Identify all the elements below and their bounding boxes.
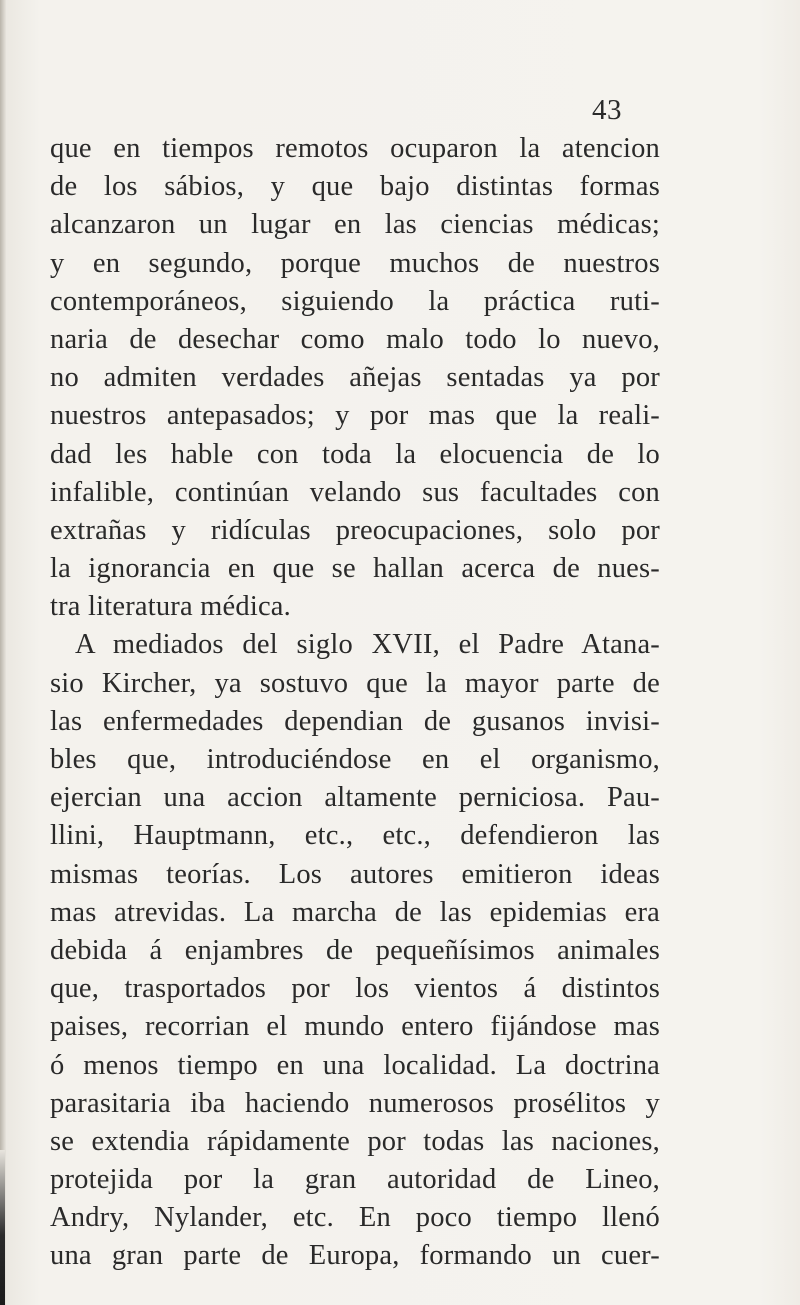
text-line: alcanzaron un lugar en las ciencias médicas; xyxy=(50,209,660,241)
text-line: bles que, introduciéndose en el organismo, xyxy=(50,744,660,775)
text-line: las enfermedades dependian de gusanos invisi- xyxy=(50,705,660,737)
text-line: naria de desechar como malo todo lo nuevo, xyxy=(50,323,660,355)
text-line: dad les hable con toda la elocuencia de lo xyxy=(50,438,660,470)
text-line: que, trasportados por los vientos á distintos xyxy=(50,973,660,1005)
text-line: parasitaria iba haciendo numerosos prosélitos y xyxy=(50,1087,660,1119)
body-text xyxy=(50,130,660,1276)
page-edge-dark xyxy=(0,1150,5,1305)
text-line: llini, Hauptmann, etc., etc., defendieron las xyxy=(50,820,660,852)
text-line: la ignorancia en que se hallan acerca de nues- xyxy=(50,553,660,585)
text-line: ejercian una accion altamente perniciosa. Pau- xyxy=(50,782,660,814)
text-line: mas atrevidas. La marcha de las epidemias era xyxy=(50,896,660,928)
text-line: ó menos tiempo en una localidad. La doctrina xyxy=(50,1049,660,1081)
text-line: debida á enjambres de pequeñísimos animales xyxy=(50,934,660,966)
text-line: infalible, continúan velando sus facultades con xyxy=(50,476,660,508)
text-line: Andry, Nylander, etc. En poco tiempo llenó xyxy=(50,1202,660,1234)
text-line: que en tiempos remotos ocuparon la atencion xyxy=(50,133,660,164)
text-line: sio Kircher, ya sostuvo que la mayor parte de xyxy=(50,667,660,699)
text-line: una gran parte de Europa, formando un cuer- xyxy=(50,1240,660,1272)
text-line: y en segundo, porque muchos de nuestros xyxy=(50,247,660,279)
text-line: protejida por la gran autoridad de Lineo, xyxy=(50,1164,660,1196)
text-line: contemporáneos, siguiendo la práctica ruti- xyxy=(50,285,660,317)
text-line: no admiten verdades añejas sentadas ya por xyxy=(50,362,660,394)
text-line: extrañas y ridículas preocupaciones, solo por xyxy=(50,514,660,546)
text-line: A mediados del siglo XVII, el Padre Atana- xyxy=(75,629,660,661)
text-line: se extendia rápidamente por todas las naciones, xyxy=(50,1125,660,1157)
text-line: mismas teorías. Los autores emitieron ideas xyxy=(50,858,660,890)
text-line: tra literatura médica. xyxy=(50,591,291,623)
text-line: paises, recorrian el mundo entero fijándose mas xyxy=(50,1011,660,1043)
page-number: 43 xyxy=(592,94,622,126)
text-line: de los sábios, y que bajo distintas formas xyxy=(50,171,660,203)
page-gutter-shadow xyxy=(0,0,6,1305)
text-line: nuestros antepasados; y por mas que la reali- xyxy=(50,400,660,432)
